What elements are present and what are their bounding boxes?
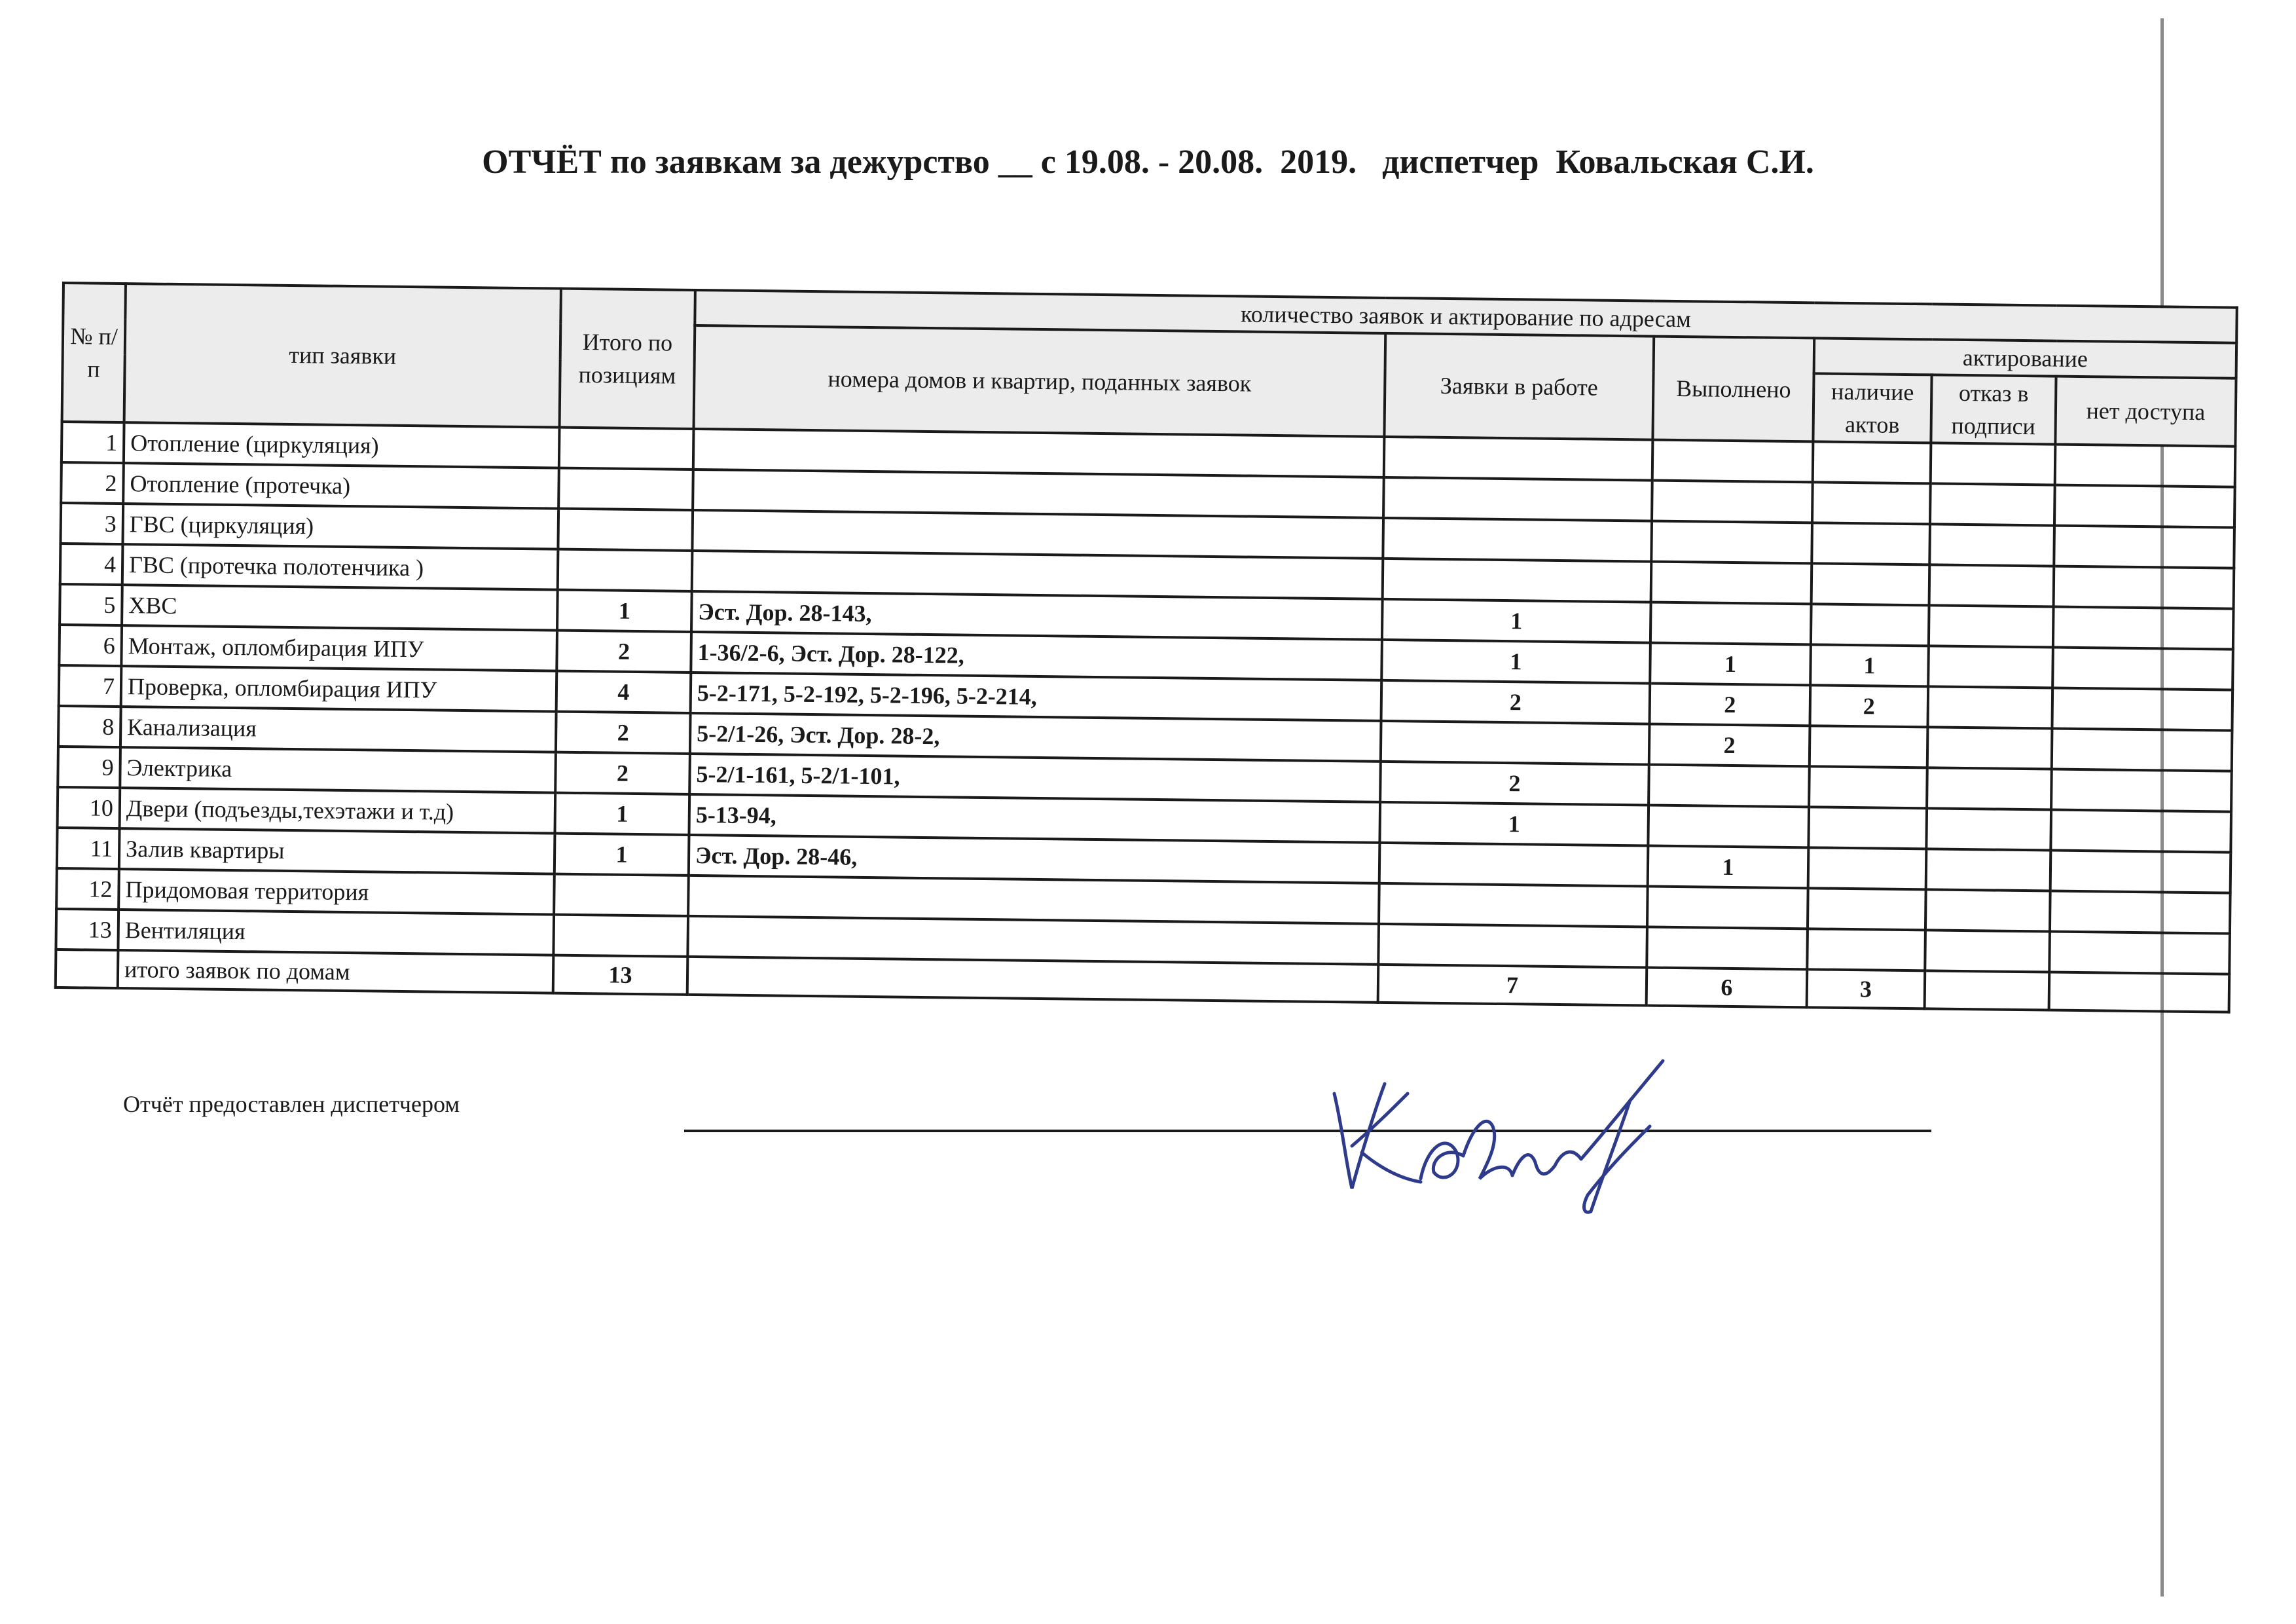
row-refusal [1931,443,2056,485]
totals-in-work: 7 [1378,965,1647,1006]
row-total [558,509,693,551]
row-type: Вентиляция [118,910,554,955]
row-type: Двери (подъезды,техэтажи и т.д) [120,788,556,834]
header-group: количество заявок и актирование по адресам [695,290,2236,343]
row-refusal [1926,808,2051,850]
row-done [1647,887,1808,929]
totals-done: 6 [1647,968,1808,1008]
row-in-work [1379,843,1649,887]
header-acting: актирование [1814,338,2237,378]
row-refusal [1930,483,2055,525]
row-no-access [2053,607,2234,650]
row-addresses: 5-2-171, 5-2-192, 5-2-196, 5-2-214, [691,673,1382,721]
row-refusal [1929,564,2054,606]
row-refusal [1927,686,2052,728]
row-refusal [1928,646,2053,688]
row-num: 2 [61,462,124,504]
totals-refusal [1925,970,2050,1010]
row-total [553,915,688,957]
row-in-work: 2 [1381,680,1650,724]
row-refusal [1925,889,2050,931]
row-type: Отопление (циркуляция) [124,422,560,468]
row-no-access [2052,688,2232,731]
row-total: 1 [557,590,692,632]
row-in-work: 1 [1379,802,1649,846]
row-acts [1812,523,1930,564]
header-addresses: номера домов и квартир, поданных заявок [694,325,1386,437]
row-acts [1807,929,1925,970]
row-in-work [1379,883,1648,927]
row-in-work: 1 [1381,640,1650,684]
row-in-work [1384,437,1653,481]
row-acts [1810,726,1928,767]
report-table [54,282,2238,1014]
row-type: Канализация [120,707,556,752]
row-no-access [2050,851,2231,893]
header-type: тип заявки [124,284,561,428]
row-acts [1809,766,1927,808]
row-num: 8 [58,706,121,747]
row-done [1652,481,1813,523]
row-type: ХВС [122,585,558,631]
row-no-access [2054,485,2235,528]
row-addresses: 1-36/2-6, Эст. Дор. 28-122, [691,632,1382,680]
row-type: ГВС (циркуляция) [122,504,558,549]
row-num: 6 [59,625,122,666]
row-no-access [2054,566,2234,609]
row-done [1647,927,1808,970]
row-done: 1 [1648,846,1809,889]
row-type: ГВС (протечка полотенчика ) [122,544,558,590]
totals-total: 13 [553,955,688,995]
row-refusal [1929,605,2054,647]
row-done [1648,805,1809,848]
row-num: 13 [56,909,118,950]
row-no-access [2052,648,2233,690]
row-done [1649,765,1810,807]
row-addresses: Эст. Дор. 28-143, [691,591,1383,640]
row-acts [1813,441,1931,483]
row-no-access [2054,526,2234,568]
row-addresses: 5-13-94, [689,794,1380,843]
totals-label: итого заявок по домам [118,950,554,993]
row-num: 12 [56,868,119,910]
totals-acts: 3 [1807,969,1925,1008]
row-refusal [1926,849,2051,891]
row-in-work [1383,477,1652,521]
row-type: Отопление (протечка) [123,463,559,509]
row-no-access [2050,891,2231,934]
row-total [558,468,693,510]
signature-image [1322,1048,1689,1218]
row-no-access [2049,932,2230,974]
row-acts [1808,888,1926,930]
row-in-work [1378,924,1647,968]
row-total [559,428,694,470]
header-num: № п/п [62,283,126,422]
row-no-access [2052,729,2232,771]
row-in-work: 1 [1382,599,1651,643]
row-done [1651,521,1812,564]
row-acts [1808,807,1927,849]
row-type: Проверка, опломбирация ИПУ [121,666,557,712]
row-type: Придомовая территория [118,869,555,915]
row-no-access [2055,445,2236,487]
totals-no-access [2049,972,2230,1012]
row-in-work [1381,721,1650,765]
row-done: 2 [1649,724,1810,767]
row-total: 2 [555,752,690,794]
header-total: Итого по позициям [560,289,695,429]
row-acts [1812,482,1931,524]
row-total: 1 [555,793,689,835]
row-num: 10 [58,787,120,828]
totals-num [56,950,118,988]
row-type: Электрика [120,747,556,793]
row-num: 1 [62,422,124,463]
row-type: Монтаж, опломбирация ИПУ [121,625,557,671]
totals-addresses [687,957,1379,1003]
row-num: 4 [60,544,123,585]
row-refusal [1925,930,2050,972]
row-done [1651,562,1812,604]
row-in-work [1383,559,1652,602]
row-done: 2 [1649,684,1810,726]
row-refusal [1927,767,2052,809]
row-done: 1 [1650,643,1811,686]
row-in-work [1383,518,1652,562]
row-acts: 1 [1810,644,1929,686]
row-acts: 2 [1810,685,1928,727]
row-num: 11 [57,828,120,869]
row-total: 2 [556,712,691,754]
row-addresses: Эст. Дор. 28-46, [689,835,1380,883]
row-total [558,549,693,591]
row-no-access [2050,810,2231,853]
row-acts [1812,563,1930,605]
header-in-work: Заявки в работе [1384,333,1654,440]
row-num: 3 [60,503,123,544]
row-done [1650,602,1812,645]
row-type: Залив квартиры [119,828,555,874]
row-num: 9 [58,747,120,788]
row-refusal [1929,524,2054,566]
header-no-access: нет доступа [2055,377,2236,447]
row-refusal [1927,727,2052,769]
row-addresses: 5-2/1-161, 5-2/1-101, [689,754,1381,802]
row-total [554,874,689,916]
row-total: 4 [556,671,691,713]
footer-label: Отчёт предоставлен диспетчером [123,1091,460,1117]
row-total: 1 [555,834,689,876]
row-in-work: 2 [1380,762,1649,805]
header-done: Выполнено [1652,337,1814,442]
header-acts: наличие актов [1813,373,1931,443]
row-acts [1808,847,1927,889]
row-done [1652,440,1813,483]
row-no-access [2051,769,2232,812]
header-refusal: отказ в подписи [1931,375,2056,444]
row-acts [1811,604,1929,646]
signature-line [684,1130,1931,1132]
row-num: 7 [59,665,122,707]
row-addresses: 5-2/1-26, Эст. Дор. 28-2, [690,713,1381,762]
row-num: 5 [60,584,122,625]
report-title: ОТЧЁТ по заявкам за дежурство __ с 19.08. - 20.08. 2019. диспетчер Ковальская С.И. [482,143,1814,181]
row-total: 2 [556,631,691,673]
